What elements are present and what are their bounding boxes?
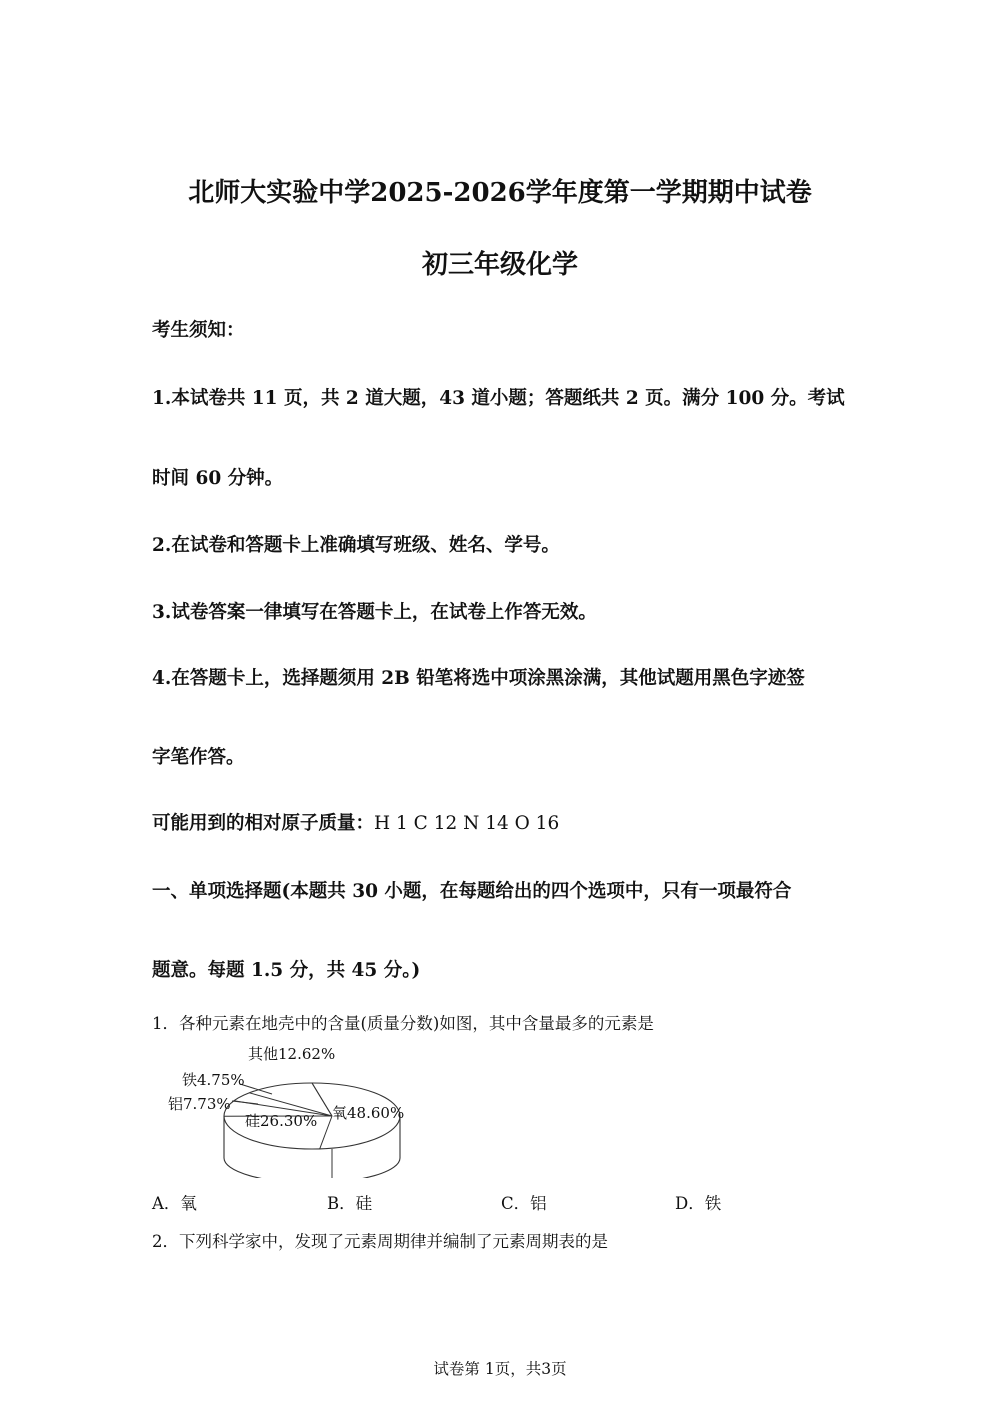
- atomic-mass-values: H 1 C 12 N 14 O 16: [374, 813, 560, 834]
- slice-label-iron: 铁4.75%: [182, 1071, 245, 1089]
- section-1-heading-line-1: 一、单项选择题(本题共 30 小题，在每题给出的四个选项中，只有一项最符合: [152, 881, 792, 902]
- notice-item-2: 2.在试卷和答题卡上准确填写班级、姓名、学号。: [152, 535, 560, 556]
- page-footer: 试卷第 1页，共3页: [433, 1360, 567, 1378]
- option-c: C．铝: [501, 1194, 547, 1213]
- slice-label-silicon: 硅26.30%: [245, 1112, 318, 1130]
- notice-item-4-line-1: 4.在答题卡上，选择题须用 2B 铅笔将选中项涂黑涂满，其他试题用黑色字迹签: [152, 668, 805, 689]
- notice-heading: 考生须知：: [152, 320, 245, 341]
- option-b: B．硅: [327, 1194, 373, 1213]
- notice-item-3: 3.试卷答案一律填写在答题卡上，在试卷上作答无效。: [152, 602, 597, 623]
- option-a: A．氧: [152, 1194, 197, 1213]
- pie-chart: [160, 1038, 460, 1178]
- notice-item-4-line-2: 字笔作答。: [152, 747, 245, 768]
- exam-title: 北师大实验中学2025-2026学年度第一学期期中试卷: [188, 178, 812, 208]
- option-d: D．铁: [675, 1194, 722, 1213]
- slice-label-other: 其他12.62%: [248, 1045, 336, 1063]
- question-2-text: 2．下列科学家中，发现了元素周期律并编制了元素周期表的是: [152, 1232, 608, 1251]
- question-1-text: 1．各种元素在地壳中的含量(质量分数)如图，其中含量最多的元素是: [152, 1014, 654, 1033]
- exam-subtitle: 初三年级化学: [421, 250, 578, 280]
- notice-item-1-line-2: 时间 60 分钟。: [152, 468, 284, 489]
- section-1-heading-line-2: 题意。每题 1.5 分，共 45 分。): [152, 960, 421, 981]
- slice-label-oxygen: 氧48.60%: [332, 1104, 405, 1122]
- atomic-mass-line: [152, 809, 559, 835]
- slice-label-aluminum: 铝7.73%: [168, 1095, 231, 1113]
- atomic-mass-label: 可能用到的相对原子质量：: [152, 813, 375, 834]
- notice-item-1-line-1: 1.本试卷共 11 页，共 2 道大题，43 道小题；答题纸共 2 页。满分 100 分。考试: [152, 388, 845, 409]
